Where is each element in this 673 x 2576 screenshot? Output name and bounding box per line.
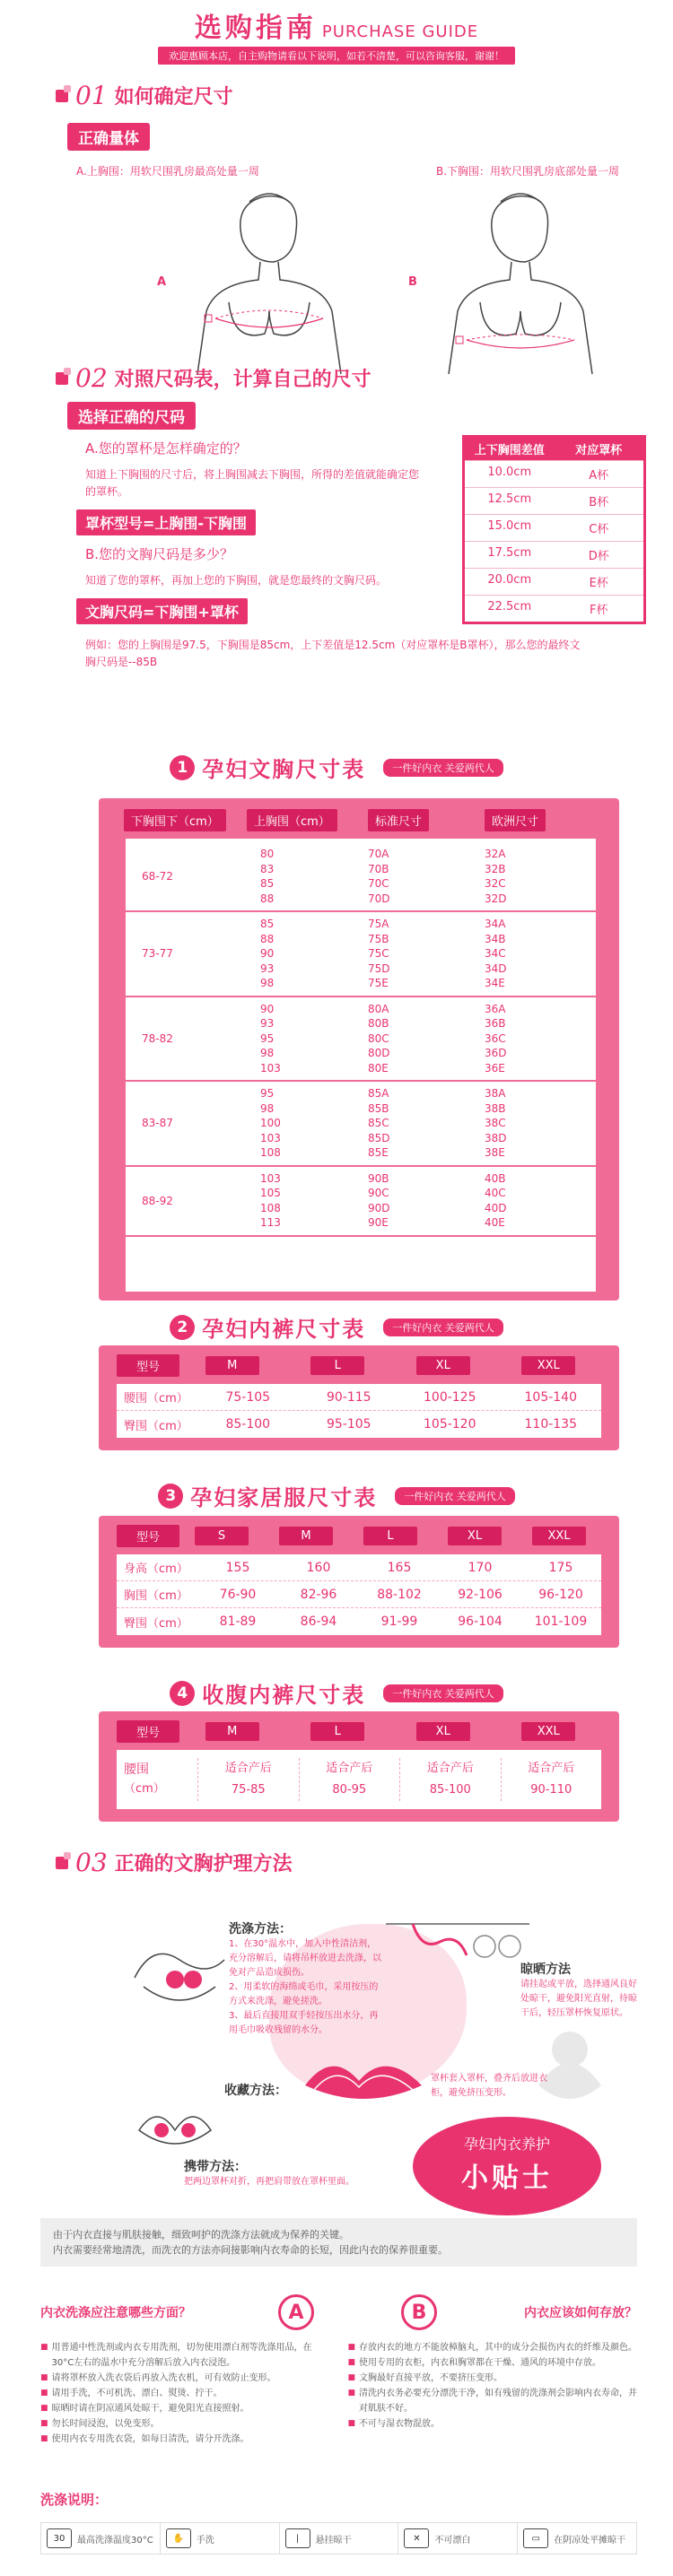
table-row — [126, 1216, 596, 1230]
cup-table-header: 上下胸围差值 对应罩杯 — [465, 438, 643, 460]
table-cell: 32A — [485, 848, 506, 860]
table-row: 臀围（cm） 85-100 95-105 105-120 110-135 — [124, 1417, 577, 1433]
section-tag: 选择正确的尺码 — [67, 402, 196, 430]
section-measure — [0, 81, 673, 392]
under-bust-range: 78-82 — [142, 1031, 173, 1045]
home-table-header: 型号 S M L XL XXL — [99, 1516, 619, 1554]
table-cell: 90D — [368, 1201, 390, 1214]
figure-letter-b: B — [408, 275, 417, 289]
hand-wash-icon: ✋ — [166, 2528, 191, 2548]
measure-labels — [0, 163, 673, 178]
section-heading: 01 如何确定尺寸 — [0, 81, 673, 110]
table-row — [126, 1132, 596, 1145]
table-cell: 75D — [368, 962, 390, 975]
wash-method: 洗涤方法： 1、在30°温水中，加入中性清洁剂，充分溶解后，请将吊杯放进去洗涤，以免对产品造成损伤。 2、用柔软的海绵或毛巾，采用按压的方式来洗涤，避免搓洗。 3、最后直接用双手轻按压出水分，再用毛巾吸收残留的水分。 — [229, 1922, 381, 2035]
square-bullet-icon — [56, 90, 68, 102]
table-cell: 34E — [485, 977, 505, 989]
woman-figure-icon — [431, 186, 610, 383]
list-item: ■ 清洗内衣务必要充分漂洗干净，如有残留的洗涤剂会影响内衣寿命，并对肌肤不好。 — [348, 2386, 638, 2416]
wash-cell: ✕ 不可漂白 — [398, 2523, 518, 2554]
formula-size: 文胸尺码=下胸围+罩杯 — [76, 598, 248, 624]
table-cell: 适合产后 80-95 — [299, 1758, 400, 1801]
bra-size-group — [126, 997, 596, 1083]
store-label: 收藏方法： — [224, 2084, 287, 2098]
home-size-table — [99, 1516, 619, 1648]
table-cell: 80A — [368, 1002, 389, 1015]
measure-figures — [0, 186, 673, 392]
tips-column-b — [348, 2340, 638, 2447]
bra-size-group — [126, 1082, 596, 1167]
table-cell: 85C — [368, 1117, 389, 1129]
table-cell: 38E — [485, 1146, 505, 1159]
list-item: ■ 请将罩杯放入洗衣袋后再放入洗衣机，可有效防止变形。 — [40, 2371, 330, 2386]
label-lower-bust: B.下胸围：用软尺围乳房底部处量一周 — [435, 165, 619, 178]
table-cell: 93 — [260, 1017, 275, 1030]
care-illustration — [0, 1888, 673, 2265]
figure-upper-bust — [157, 186, 359, 383]
table-cell: 80E — [368, 1061, 389, 1075]
care-tips — [40, 2292, 637, 2447]
table-row — [126, 1102, 596, 1116]
table-cell: 103 — [260, 1061, 281, 1075]
table-row — [126, 933, 596, 946]
section-heading: 03 正确的文胸护理方法 — [0, 1848, 673, 1877]
stacked-bras-icon — [296, 2049, 431, 2112]
tips-heading: 内衣洗涤应注意哪些方面？ A B 内衣应该如何存放？ — [40, 2292, 637, 2333]
home-table-title: 3 孕妇家居服尺寸表 一件好内衣 关爱两代人 — [0, 1480, 673, 1511]
table-row — [126, 1117, 596, 1130]
table-row — [126, 1172, 596, 1186]
label-upper-bust: A.上胸围：用软尺围乳房最高处量一周 — [76, 165, 259, 178]
paragraph-size: 知道了您的罩杯，再加上您的下胸围，就是您最终的文胸尺码。 — [85, 574, 388, 587]
wash-cell: | 悬挂晾干 — [280, 2523, 399, 2554]
folded-bra-icon — [130, 2103, 220, 2157]
table-cell: 36D — [485, 1047, 507, 1059]
section-size-calc — [0, 363, 673, 671]
table-cell: 36C — [485, 1031, 506, 1045]
list-item: ■ 存放内衣的地方不能放樟脑丸，其中的成分会损伤内衣的纤维及颜色。 — [348, 2340, 638, 2355]
table-row: 腰围（cm） 75-105 90-115 100-125 105-140 — [117, 1384, 601, 1411]
table-cell: 32D — [485, 892, 507, 905]
table-cell: 98 — [260, 1101, 275, 1115]
table-row — [126, 892, 596, 906]
table-cell: 85D — [368, 1131, 390, 1144]
wash-cell: ✋ 手洗 — [161, 2523, 280, 2554]
belly-table-body — [117, 1750, 601, 1809]
table-cell: 36E — [485, 1061, 505, 1075]
table-cell: 90E — [368, 1216, 389, 1229]
table-cell: 38B — [485, 1101, 506, 1115]
flat-dry-icon: ▭ — [523, 2528, 548, 2548]
square-bullet-icon — [56, 372, 68, 385]
table-row: 22.5cm F杯 — [465, 595, 643, 622]
dry-method: 晾晒方法 请挂起或平放，选择通风良好处晾干，避免阳光直射，待晾干后，轻压罩杯恢复原状。 — [520, 1962, 637, 2018]
table-row — [126, 947, 596, 961]
table-cell: 88 — [260, 932, 275, 945]
table-cell: 34C — [485, 947, 506, 960]
table-cell: 适合产后 85-100 — [399, 1758, 501, 1801]
bra-size-group — [126, 1167, 596, 1237]
example-text: 例如：您的上胸围是97.5，下胸围是85cm，上下差值是12.5cm（对应罩杯是B罩杯），那么您的最终文胸尺码是--85B — [85, 639, 581, 668]
list-item: ■ 文胸最好直接平放，不要挤压变形。 — [348, 2371, 638, 2386]
table-row — [126, 1087, 596, 1101]
table-cell: 90 — [260, 947, 275, 960]
page-title: 选购指南 PURCHASE GUIDE — [194, 13, 479, 44]
under-bust-range: 73-77 — [142, 947, 173, 961]
question-size: B.您的文胸尺码是多少？ — [85, 546, 234, 562]
table-cell: 38A — [485, 1087, 506, 1100]
table-cell: 85 — [260, 918, 275, 930]
table-cell: 90 — [260, 1002, 275, 1015]
tips-badge: 孕妇内衣养护 小贴士 — [413, 2117, 601, 2215]
table-cell: 80B — [368, 1017, 389, 1030]
table-row — [126, 962, 596, 976]
table-cell: 113 — [260, 1216, 281, 1229]
table-cell: 98 — [260, 1047, 275, 1059]
table-cell: 40C — [485, 1187, 506, 1199]
table-cell: 32C — [485, 877, 506, 890]
no-bleach-icon: ✕ — [404, 2528, 429, 2548]
table-row — [126, 918, 596, 931]
table-row: 10.0cm A杯 — [465, 460, 643, 487]
table-cell: 75A — [368, 918, 389, 930]
bra-table-body — [126, 839, 596, 1292]
section-care — [0, 1848, 673, 1877]
table-cell: 38D — [485, 1131, 507, 1144]
home-table-body — [117, 1554, 601, 1635]
table-cell: 40D — [485, 1201, 507, 1214]
table-row: 身高（cm） 155 160 165 170 175 — [117, 1554, 601, 1581]
tips-columns — [40, 2340, 637, 2447]
list-item: ■ 使用内衣专用洗衣袋，如每日清洗，请分开洗涤。 — [40, 2432, 330, 2447]
section-heading: 02 对照尺码表，计算自己的尺寸 — [0, 363, 673, 393]
table-row — [126, 1003, 596, 1016]
table-cell: 93 — [260, 962, 275, 975]
belly-table-header: 型号 M L XL XXL — [99, 1711, 619, 1750]
woman-figure-icon — [179, 186, 359, 383]
table-row — [126, 1146, 596, 1160]
table-cell: 100 — [260, 1117, 281, 1129]
under-bust-range: 88-92 — [142, 1194, 173, 1207]
question-cup: A.您的罩杯是怎样确定的？ — [85, 440, 247, 457]
table-cell: 80C — [368, 1031, 389, 1045]
table-cell: 40B — [485, 1171, 506, 1185]
table-cell: 90B — [368, 1171, 389, 1185]
hang-dry-icon: | — [285, 2528, 310, 2548]
table-cell: 105 — [260, 1187, 281, 1199]
pants-table-title: 2 孕妇内裤尺寸表 一件好内衣 关爱两代人 — [0, 1311, 673, 1343]
table-row — [126, 1047, 596, 1060]
table-cell: 70D — [368, 892, 390, 905]
tips-column-a — [40, 2340, 330, 2447]
pants-table-body — [117, 1384, 601, 1438]
carry-method: 携带方法： 把两边罩杯对折，再把肩带放在罩杯里面。 — [184, 2160, 354, 2187]
list-item: ■ 不可与湿衣物混放。 — [348, 2416, 638, 2432]
pants-size-table — [99, 1345, 619, 1450]
table-cell: 85A — [368, 1087, 389, 1100]
table-cell: 108 — [260, 1146, 281, 1159]
table-row: 15.0cm C杯 — [465, 514, 643, 541]
table-cell: 80D — [368, 1047, 390, 1059]
table-row — [126, 877, 596, 891]
bra-size-table — [99, 798, 619, 1301]
table-row: 12.5cm B杯 — [465, 487, 643, 514]
table-cell: 70B — [368, 862, 389, 875]
belly-size-table — [99, 1711, 619, 1822]
table-cell: 108 — [260, 1201, 281, 1214]
table-row — [126, 1017, 596, 1031]
figure-letter-a: A — [157, 275, 167, 289]
table-cell: 95 — [260, 1087, 275, 1100]
table-cell: 88 — [260, 892, 275, 905]
bra-size-group — [126, 842, 596, 912]
list-item: ■ 使用专用的衣柜，内衣和胸罩都在干燥、通风的环境中存放。 — [348, 2355, 638, 2371]
table-row — [126, 863, 596, 876]
belly-table-title: 4 收腹内裤尺寸表 一件好内衣 关爱两代人 — [0, 1677, 673, 1709]
page-subtitle: 欢迎惠顾本店，自主购物请看以下说明，如若不清楚，可以咨询客服，谢谢！ — [158, 47, 515, 65]
cup-size-table — [462, 435, 646, 624]
table-row — [126, 848, 596, 861]
table-cell: 36A — [485, 1002, 506, 1015]
section-tag: 正确量体 — [67, 123, 150, 151]
table-cell: 85E — [368, 1146, 389, 1159]
wash-instructions — [40, 2522, 637, 2554]
table-cell: 34D — [485, 962, 507, 975]
table-cell: 103 — [260, 1171, 281, 1185]
under-bust-range: 83-87 — [142, 1117, 173, 1130]
table-cell: 70C — [368, 877, 389, 890]
table-cell: 98 — [260, 977, 275, 989]
table-cell: 75C — [368, 947, 389, 960]
bra-table-header: 下胸围下（cm） 上胸围（cm） 标准尺寸 欧洲尺寸 — [99, 798, 619, 814]
table-cell: 70A — [368, 848, 389, 860]
table-cell: 75B — [368, 932, 389, 945]
store-text: 罩杯套入罩杯，叠齐后放进衣柜，避免挤压变形。 — [431, 2074, 547, 2098]
table-row — [126, 1062, 596, 1075]
care-notice: 由于内衣直接与肌肤接触，细致呵护的洗涤方法就成为保养的关键。 内衣需要经常地清洗，而洗衣的方法亦间接影响内衣寿命的长短，因此内衣的保养很重要。 — [40, 2218, 637, 2267]
table-cell: 34A — [485, 918, 506, 930]
table-row: 20.0cm E杯 — [465, 568, 643, 595]
list-item: ■ 晾晒时请在阴凉通风处晾干，避免阳光直接照射。 — [40, 2401, 330, 2416]
square-bullet-icon — [56, 1857, 68, 1869]
wash-instructions-title: 洗涤说明： — [40, 2492, 109, 2508]
table-cell: 适合产后 75-85 — [197, 1758, 299, 1801]
table-cell: 适合产后 90-110 — [501, 1758, 602, 1801]
belly-row-label: 腰围 （cm） — [124, 1762, 165, 1796]
table-cell: 36B — [485, 1017, 506, 1030]
letter-b-badge: B — [401, 2294, 437, 2330]
table-row — [126, 1187, 596, 1200]
table-cell: 32B — [485, 862, 506, 875]
drying-rack-icon — [377, 1906, 538, 1978]
page-header — [0, 0, 673, 63]
table-row — [126, 1032, 596, 1046]
table-row: 17.5cm D杯 — [465, 541, 643, 568]
list-item: ■ 勿长时间浸泡，以免变形。 — [40, 2416, 330, 2432]
bra-table-title: 1 孕妇文胸尺寸表 一件好内衣 关爱两代人 — [0, 752, 673, 783]
under-bust-range: 68-72 — [142, 870, 173, 883]
table-cell: 80 — [260, 848, 275, 860]
table-row — [126, 1202, 596, 1215]
bra-size-group — [126, 912, 596, 997]
pants-table-header: 型号 M L XL XXL — [99, 1345, 619, 1384]
table-cell: 34B — [485, 932, 506, 945]
table-cell: 90C — [368, 1187, 389, 1199]
figure-lower-bust — [408, 186, 610, 383]
wash-cell: 30 最高洗涤温度30°C — [41, 2523, 161, 2554]
paragraph-cup: 知道上下胸围的尺寸后，将上胸围减去下胸围，所得的差值就能确定您的罩杯。 — [85, 468, 420, 498]
list-item: ■ 请用手洗，不可机洗、漂白、熨烫、拧干。 — [40, 2386, 330, 2401]
table-row: 臀围（cm） 81-89 86-94 91-99 96-104 101-109 — [124, 1614, 588, 1631]
table-cell: 83 — [260, 862, 275, 875]
table-cell: 38C — [485, 1117, 506, 1129]
table-cell: 103 — [260, 1131, 281, 1144]
list-item: ■ 用普通中性洗剂或内衣专用洗剂，切勿使用漂白剂等洗涤用品，在30°C左右的温水中充分溶解后放入内衣浸泡。 — [40, 2340, 330, 2371]
wash-30-icon: 30 — [47, 2528, 72, 2548]
table-row — [126, 977, 596, 990]
formula-cup: 罩杯型号=上胸围-下胸围 — [76, 509, 256, 535]
table-cell: 40E — [485, 1216, 505, 1229]
table-row: 胸围（cm） 76-90 82-96 88-102 92-106 96-120 — [117, 1581, 601, 1608]
table-cell: 85B — [368, 1101, 389, 1115]
hand-washing-icon — [126, 1924, 233, 2023]
table-cell: 75E — [368, 977, 389, 989]
letter-a-badge: A — [278, 2294, 314, 2330]
table-cell: 95 — [260, 1031, 275, 1045]
table-cell: 85 — [260, 877, 275, 890]
wash-cell: ▭ 在阴凉处平摊晾干 — [518, 2523, 636, 2554]
